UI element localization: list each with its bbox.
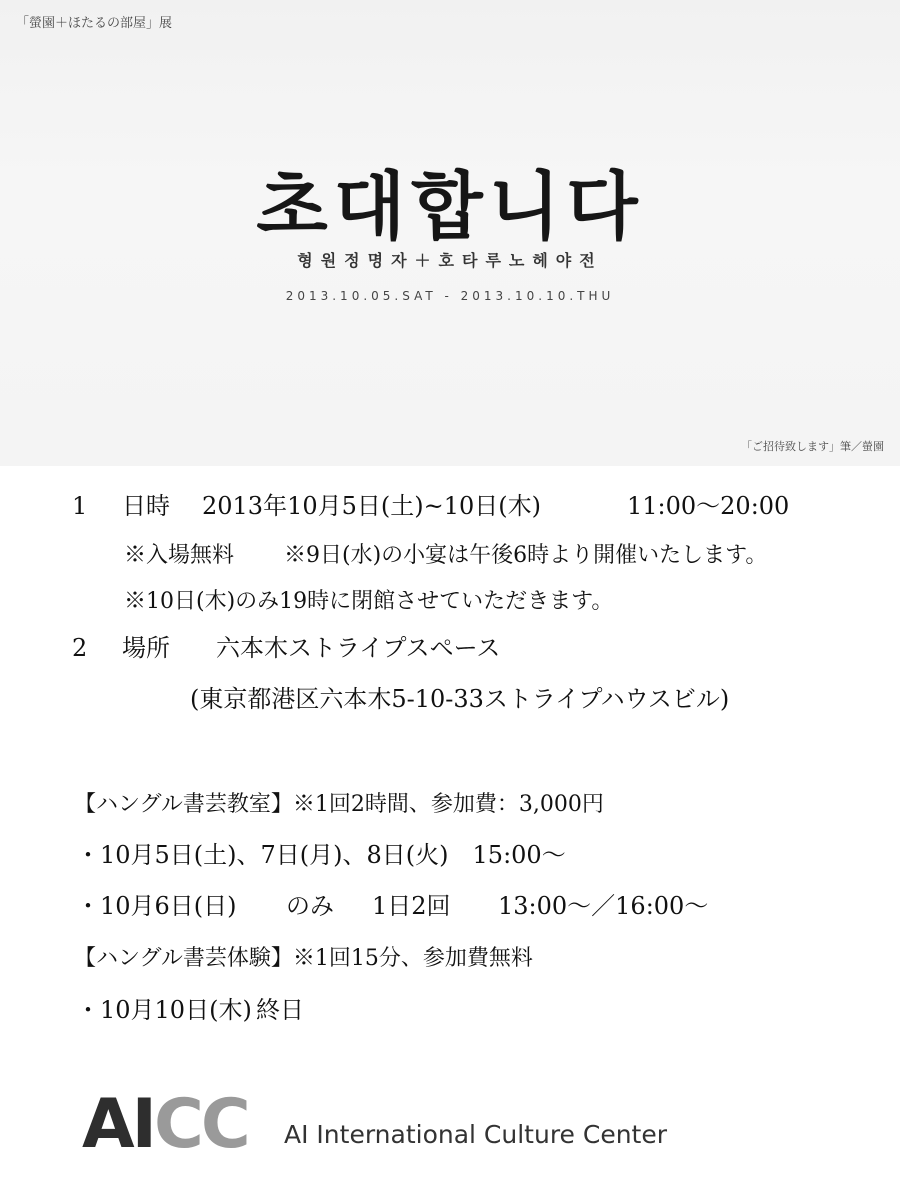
- exhibition-dates: 2013.10.05.SAT - 2013.10.10.THU: [285, 289, 615, 303]
- venue-label: 場所: [122, 634, 170, 662]
- exhibition-tag: 「螢園＋ほたるの部屋」展: [16, 16, 173, 31]
- reception-note: ※9日(水)の小宴は午後6時より開催いたします。: [284, 543, 768, 568]
- experience-detail: ※1回15分、参加費無料: [292, 946, 533, 971]
- item-number: 1: [72, 492, 88, 520]
- datetime-label: 日時: [122, 492, 170, 520]
- closing-note: ※10日(木)のみ19時に閉館させていただきます。: [124, 589, 614, 614]
- experience-heading: 【ハングル書芸体験】: [74, 946, 293, 971]
- experience-heading-line: [74, 943, 533, 975]
- schedule-only: のみ: [286, 892, 334, 920]
- classroom-heading-line: [74, 789, 604, 821]
- exhibition-subtitle: 형원정명자＋호타루노헤야전: [297, 251, 603, 270]
- calligraphy-credit: 「ご招待致します」筆／螢園: [741, 440, 884, 453]
- invitation-title: 초대합니다: [256, 164, 644, 250]
- experience-schedule: [76, 994, 304, 1026]
- opening-hours: 11:00〜20:00: [627, 492, 790, 520]
- admission-note-line: [124, 540, 767, 572]
- venue-address: (東京都港区六本木5-10-33ストライプハウスビル): [190, 685, 730, 713]
- venue-line: [72, 632, 500, 664]
- free-admission-note: ※入場無料: [124, 543, 235, 568]
- classroom-heading: 【ハングル書芸教室】: [74, 792, 293, 817]
- schedule-date: ・10月10日(木): [76, 996, 252, 1024]
- item-number: 2: [72, 634, 88, 662]
- organization-name: AI International Culture Center: [284, 1120, 668, 1149]
- schedule-date: ・10月6日(日): [76, 892, 237, 920]
- venue-name: 六本木ストライプスペース: [216, 634, 501, 662]
- schedule-hours: 13:00〜／16:00〜: [498, 892, 709, 920]
- datetime-line: [72, 490, 789, 522]
- datetime-value: 2013年10月5日(土)~10日(木): [202, 492, 541, 520]
- classroom-schedule-2: [76, 890, 708, 922]
- classroom-schedule-1: ・10月5日(土)、7日(月)、8日(火) 15:00〜: [76, 841, 566, 869]
- classroom-detail: ※1回2時間、参加費：3,000円: [292, 792, 604, 817]
- logo-mark: AICC: [82, 1085, 248, 1164]
- schedule-time: 終日: [256, 996, 304, 1024]
- schedule-sessions: 1日2回: [372, 892, 451, 920]
- invitation-card-image: [0, 0, 900, 466]
